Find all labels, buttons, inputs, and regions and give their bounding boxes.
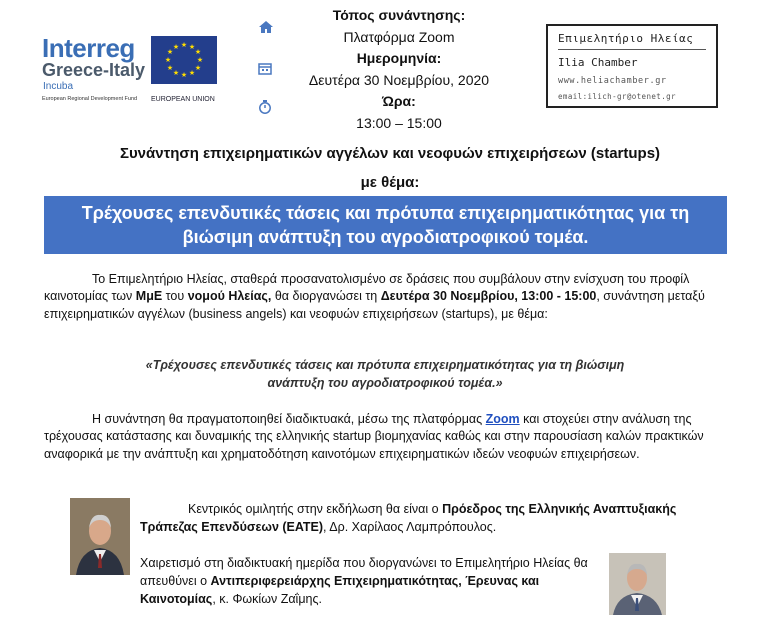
svg-text:★: ★ (166, 64, 174, 72)
svg-text:★: ★ (188, 69, 196, 77)
svg-text:★: ★ (166, 48, 174, 56)
details-paragraph (44, 411, 726, 463)
greeting-text-2: , κ. Φωκίων Ζαΐμης. (212, 592, 322, 606)
banner-line-1: Τρέχουσες επενδυτικές τάσεις και πρότυπα επιχειρηματικότητας για τη (81, 203, 690, 223)
svg-text:★: ★ (194, 64, 202, 72)
banner-line-2: βιώσιμη ανάπτυξη του αγροδιατροφικού τομέα. (182, 227, 589, 247)
quote-line-1: «Τρέχουσες επενδυτικές τάσεις και πρότυπα επιχειρηματικότητας για τη βιώσιμη (145, 358, 625, 372)
intro-paragraph (44, 271, 726, 323)
home-icon (258, 20, 278, 36)
speaker-photo-1 (70, 498, 130, 575)
quote-line-2: ανάπτυξη του αγροδιατροφικού τομέα.» (267, 376, 503, 390)
svg-text:★: ★ (180, 41, 188, 49)
svg-text:★: ★ (196, 56, 204, 64)
eu-flag-icon (151, 36, 217, 84)
time-label: Ώρα: (382, 93, 416, 109)
interreg-wordmark: Interreg (42, 33, 135, 63)
meeting-info (290, 5, 508, 134)
svg-text:★: ★ (172, 43, 180, 51)
speaker-photo-2 (609, 553, 666, 615)
eu-label: EUROPEAN UNION (151, 96, 215, 103)
intro-bold-2: νομού Ηλείας, (187, 289, 272, 304)
svg-text:★: ★ (172, 69, 180, 77)
keynote-paragraph (140, 500, 720, 536)
stopwatch-icon (258, 99, 278, 115)
intro-text-3: θα διοργανώσει τη (271, 289, 381, 304)
interreg-project: Incuba (43, 81, 74, 92)
chamber-name-gr: Επιμελητήριο Ηλείας (558, 32, 694, 45)
intro-text-2: του (162, 289, 188, 304)
svg-text:★: ★ (164, 56, 172, 64)
interreg-logo (40, 33, 230, 108)
intro-bold-1: ΜμΕ (135, 289, 163, 304)
chamber-logo (546, 24, 718, 108)
place-label: Τόπος συνάντησης: (332, 7, 466, 23)
svg-text:★: ★ (188, 43, 196, 51)
event-heading: Συνάντηση επιχειρηματικών αγγέλων και νεοφυών επιχειρήσεων (startups) (119, 145, 661, 162)
zoom-link[interactable]: Zoom (485, 412, 520, 426)
chamber-email: email:ilich-gr@otenet.gr (558, 92, 676, 101)
greeting-text-1: Χαιρετισμό στη διαδικτυακή ημερίδα που διοργανώνει το Επιμελητήριο Ηλείας θα απευθύνει ο (140, 556, 588, 588)
interreg-fund-label: European Regional Development Fund (42, 96, 138, 102)
time-value: 13:00 – 15:00 (356, 114, 442, 131)
event-subheading: με θέμα: (360, 174, 420, 191)
keynote-bold: Πρόεδρος της Ελληνικής Αναπτυξιακής Τράπεζας Επενδύσεων (ΕΑΤΕ) (140, 502, 677, 534)
details-text-2: και στοχεύει στην ανάλυση της τρέχουσας κατάστασης και δυναμικής της ελληνικής startup βιομηχανίας καθώς και στην παρουσίαση καλών πρακτικών αναφορικά με την ανάπτυξη και χρηματοδότηση καινοτόμων επιχειρηματικών ιδεών νεοφυών επιχειρήσεων. (44, 412, 704, 461)
chamber-website: www.heliachamber.gr (558, 76, 667, 86)
date-value: Δευτέρα 30 Νοεμβρίου, 2020 (308, 71, 490, 88)
place-value: Πλατφόρμα Zoom (343, 28, 455, 45)
svg-text:★: ★ (194, 48, 202, 56)
date-label: Ημερομηνία: (356, 50, 442, 66)
chamber-name-en: Ilia Chamber (558, 56, 638, 69)
intro-bold-3: Δευτέρα 30 Νοεμβρίου, 13:00 - 15:00 (380, 289, 597, 304)
chamber-divider (558, 49, 706, 50)
topic-banner (44, 196, 727, 254)
svg-text:★: ★ (180, 71, 188, 79)
greeting-paragraph (140, 554, 608, 608)
keynote-text-1: Κεντρικός ομιλητής στην εκδήλωση θα είναι ο (188, 502, 443, 516)
topic-quote (44, 356, 726, 392)
greeting-bold: Αντιπεριφερειάρχης Επιχειρηματικότητας, Έρευνας και Καινοτομίας (140, 574, 540, 606)
intro-text-1: Το Επιμελητήριο Ηλείας, σταθερά προσανατολισμένο σε δράσεις που συμβάλουν στην ενίσχυση του προφίλ καινοτομίας των (44, 272, 690, 304)
intro-text-4: , συνάντηση μεταξύ επιχειρηματικών αγγέλων (business angels) και νεοφυών επιχειρήσεων (startups), με θέμα: (44, 289, 705, 321)
calendar-icon (258, 62, 278, 78)
details-text-1: Η συνάντηση θα πραγματοποιηθεί διαδικτυακά, μέσω της πλατφόρμας (92, 412, 486, 426)
keynote-text-2: , Δρ. Χαρίλαος Λαμπρόπουλος. (323, 520, 497, 534)
interreg-region: Greece-Italy (42, 60, 146, 80)
